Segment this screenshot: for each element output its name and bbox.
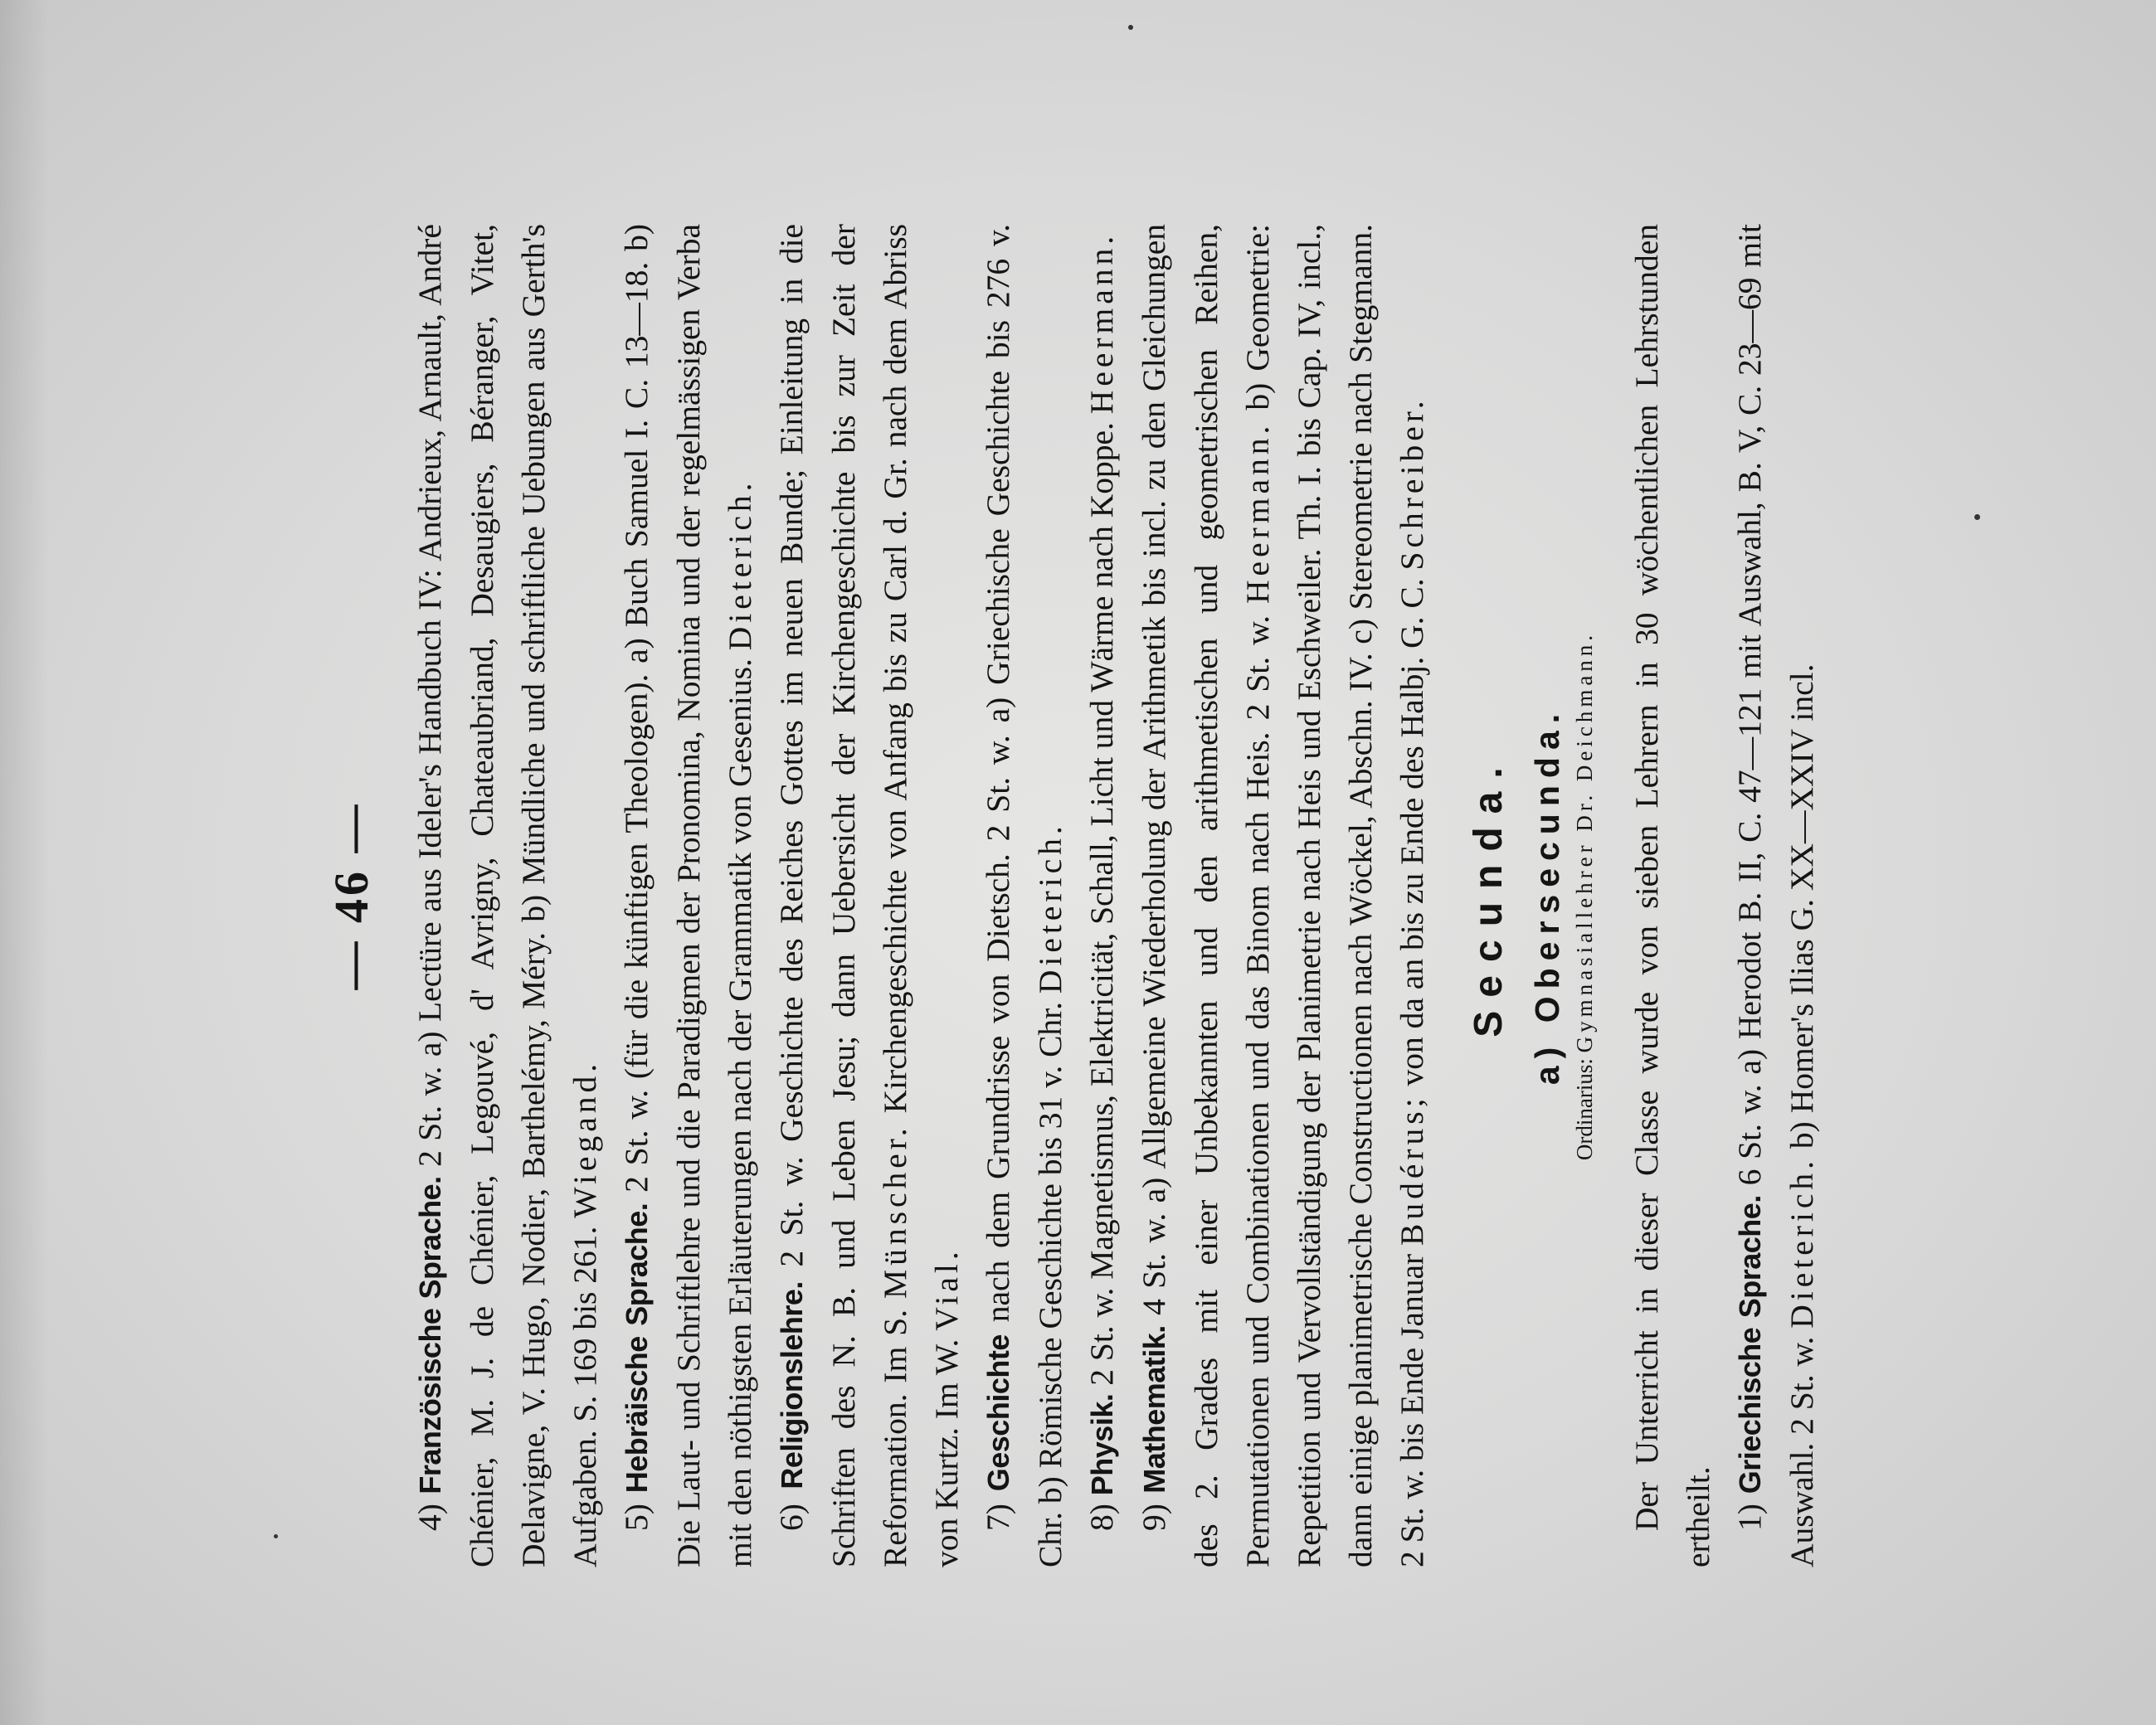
paragraph-griechisch (1724, 224, 1827, 1567)
dust-speck (1128, 25, 1133, 30)
paragraph-geschichte (972, 224, 1076, 1567)
teacher-name: Vial. (928, 1247, 965, 1331)
teacher-name: Budérus; (1394, 1094, 1430, 1246)
paragraph-number: 8) (1083, 1504, 1120, 1531)
subject-heading: Religionslehre. (775, 1281, 809, 1489)
ordinarius-line (1572, 224, 1598, 1567)
paragraph-text: b) Homer's Ilias G. XX—XXIV incl. (1784, 663, 1820, 1157)
subject-heading: Griechische Sprache. (1733, 1195, 1767, 1494)
subject-heading: Physik. (1085, 1393, 1119, 1496)
paragraph-text: 2 St. w. Geschichte des Reiches Gottes im neuen Bunde; Einleitung in die Schriften des N. B. und Leben Jesu; dann Uebersicht der Kirchengeschichte bis zur Zeit der Reformation. Im S. (773, 223, 913, 1567)
section-title: Secunda. (1467, 754, 1511, 1037)
paragraph-religionslehre (766, 224, 972, 1567)
teacher-name: Schreiber. (1394, 396, 1430, 571)
paragraph-mathematik (1128, 224, 1438, 1567)
subject-heading: Französische Sprache. (413, 1176, 447, 1494)
subject-heading: Hebräische Sprache. (620, 1203, 654, 1494)
paragraph-number: 9) (1136, 1504, 1172, 1531)
paragraph-text: 2 St. w. (für die künftigen Theologen). a) Buch Samuel I. C. 13—18. b) Die Laut- und Schriftlehre und die Paradigmen der Pronomina, Nomina und der regelmässigen Verba mit den nöthigsten Erläuterungen nach der Grammatik von Gesenius. (618, 224, 758, 1567)
paragraph-text: Kirchengeschichte von Anfang bis zu Carl d. Gr. nach dem Abriss von Kurtz. Im W. (877, 223, 965, 1567)
rotated-document-page (290, 174, 1850, 1601)
teacher-name: Heermann. (1239, 421, 1276, 604)
ordinarius-label: Ordinarius: (1572, 1058, 1597, 1161)
paragraph-text: b) Geometrie: Repetition und Vervollständigung der Planimetrie nach Heis und Eschweiler. Th. I. bis Cap. IV, incl., dann einige planimetrische Constructionen nach Wöckel, Abschn. IV. c) Stereometrie nach Stegmann. 2 St. w. bis Ende Januar (1239, 224, 1430, 1567)
ordinarius-name: Gymnasiallehrer Dr. Deichmann. (1572, 630, 1597, 1053)
paragraph-number: 5) (618, 1504, 655, 1531)
teacher-name: Dieterich. (1032, 822, 1068, 994)
left-edge-shadow (0, 0, 50, 1725)
teacher-name: Heermann. (1083, 231, 1120, 415)
teacher-name: Münscher. (877, 1124, 913, 1300)
teacher-name: Dieterich. (722, 479, 758, 651)
paragraph-hebraeisch (611, 224, 766, 1567)
paragraph-text: 4 St. w. a) Allgemeine Wiederholung der Arithmetik bis incl. zu den Gleichungen des 2. Grades mit einer Unbekannten und den arithmetischen und geometrischen Reihen, Permutationen und Combinationen und das Binom nach Heis. 2 St. w. (1136, 224, 1276, 1567)
page-number: — 46 — (324, 801, 378, 990)
paragraph-physik (1076, 224, 1128, 1567)
paragraph-number: 7) (980, 1504, 1016, 1531)
paragraph-text: von da an bis zu Ende des Halbj. G. C. (1394, 578, 1430, 1095)
teacher-name: Wiegand. (567, 1059, 603, 1218)
teacher-name: Dieterich. (1784, 1156, 1820, 1329)
paragraph-text: 2 St. w. a) Lectüre aus Ideler's Handbuch IV: Andrieux, Arnault, André Chénier, M. J. de Chénier, Legouvé, d' Avrigny, Chateaubriand, Desaugiers, Béranger, Vitet, Delavigne, V. Hugo, Nodier, Barthelémy, Méry. b) Mündliche und schriftliche Uebungen aus Gerth's Aufgaben. S. 169 bis 261. (411, 224, 603, 1567)
paragraph-number: 4) (411, 1504, 448, 1531)
paragraph-number: 6) (773, 1504, 810, 1531)
paragraph-text: 2 St. w. Magnetismus, Elektricität, Schall, Licht und Wärme nach Koppe. (1083, 422, 1120, 1394)
paragraph-number: 1) (1731, 1504, 1768, 1531)
paragraph-text: nach dem Grundrisse von Dietsch. 2 St. w. a) Griechische Geschichte bis 276 v. Chr. b) Römische Geschichte bis 31 v. Chr. (980, 223, 1068, 1567)
subsection-title: a) Obersecunda. (1528, 706, 1566, 1086)
dust-speck (274, 1534, 278, 1538)
subject-heading: Geschichte (981, 1334, 1015, 1492)
section-intro: Der Unterricht in dieser Classe wurde von sieben Lehrern in 30 wöchentlichen Lehrstunden ertheilt. (1628, 224, 1716, 1567)
subject-heading: Mathematik. (1137, 1325, 1171, 1494)
paragraph-franzoesisch (404, 224, 611, 1567)
dust-speck (1974, 514, 1980, 520)
paragraph-text: 6 St. w. a) Herodot B. II, C. 47—121 mit Auswahl, B. V, C. 23—69 mit Auswahl. 2 St. w. (1731, 223, 1820, 1567)
